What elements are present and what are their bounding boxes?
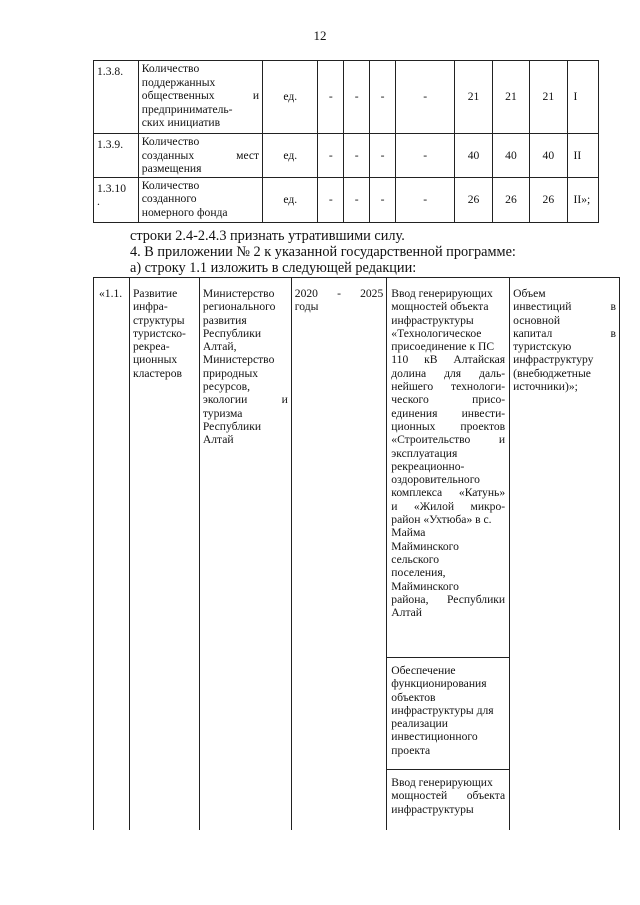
value-cell: -: [344, 134, 370, 178]
category-cell: II: [567, 134, 598, 178]
table-row: [94, 134, 599, 178]
row-number: «1.1.: [94, 278, 130, 830]
unit-cell: ед.: [263, 61, 318, 134]
category-cell: I: [567, 61, 598, 134]
indicators-table: [93, 60, 599, 223]
value-cell: -: [318, 134, 344, 178]
table-row: [94, 177, 599, 222]
value-cell: 40: [492, 134, 529, 178]
value-cell: -: [396, 134, 455, 178]
value-cell: 40: [455, 134, 492, 178]
result-cell: Ввод генерирующих мощностей объекта инфраструктуры «Технологическое присоединение к ПС 110 кВ Алтайская долина для даль- нейшего технологи- ческого присо- единения инвести- ционных проектов «Строительство и эксплуатация рекреационно- оздоровительного комплекса «Катунь» и «Жилой микро- район «Ухтюба» в с. Майма Майминского сельского поселения, Майминского района, Республики Алтай: [387, 278, 510, 658]
result-cell: Обеспечение функционирования объектов инфраструктуры для реализации инвестиционного проекта: [387, 658, 510, 770]
row-number: 1.3.10 .: [94, 177, 139, 222]
category-cell: II»;: [567, 177, 598, 222]
indicator-name: Количество созданных мест размещения: [138, 134, 262, 178]
paragraph-row-1-1: а) строку 1.1 изложить в следующей редакции:: [130, 260, 417, 276]
value-cell: 26: [455, 177, 492, 222]
paragraph-appendix-2: 4. В приложении № 2 к указанной государственной программе:: [130, 244, 516, 260]
value-cell: 21: [455, 61, 492, 134]
row-number: 1.3.9.: [94, 134, 139, 178]
table-row: [94, 278, 620, 658]
page-number: 12: [313, 28, 327, 43]
table-row: [94, 61, 599, 134]
indicator-name: Количество созданного номерного фонда: [138, 177, 262, 222]
value-cell: -: [344, 61, 370, 134]
value-cell: 26: [492, 177, 529, 222]
value-cell: -: [318, 177, 344, 222]
value-cell: -: [370, 134, 396, 178]
unit-cell: ед.: [263, 134, 318, 178]
value-cell: -: [396, 177, 455, 222]
value-cell: -: [370, 177, 396, 222]
implementation-period: 2020 - 2025 годы: [291, 278, 387, 830]
unit-cell: ед.: [263, 177, 318, 222]
activity-name: Развитие инфра- структуры туристско- рекреа- ционных кластеров: [129, 278, 199, 830]
indicator-cell: Объем инвестиций в основной капитал в туристскую инфраструктуру (внебюджетные источники)»;: [510, 278, 620, 830]
paragraph-lines-void: строки 2.4-2.4.3 признать утратившими силу.: [130, 228, 405, 244]
value-cell: 21: [492, 61, 529, 134]
value-cell: 40: [530, 134, 567, 178]
row-number: 1.3.8.: [94, 61, 139, 134]
program-table: [93, 277, 620, 830]
value-cell: 26: [530, 177, 567, 222]
value-cell: -: [344, 177, 370, 222]
value-cell: 21: [530, 61, 567, 134]
value-cell: -: [370, 61, 396, 134]
result-cell: Ввод генерирующих мощностей объекта инфраструктуры: [387, 770, 510, 830]
value-cell: -: [318, 61, 344, 134]
indicator-name: Количество поддержанных общественных и предприниматель- ских инициатив: [138, 61, 262, 134]
value-cell: -: [396, 61, 455, 134]
responsible-executor: Министерство регионального развития Республики Алтай, Министерство природных ресурсов, экологии и туризма Республики Алтай: [199, 278, 291, 830]
